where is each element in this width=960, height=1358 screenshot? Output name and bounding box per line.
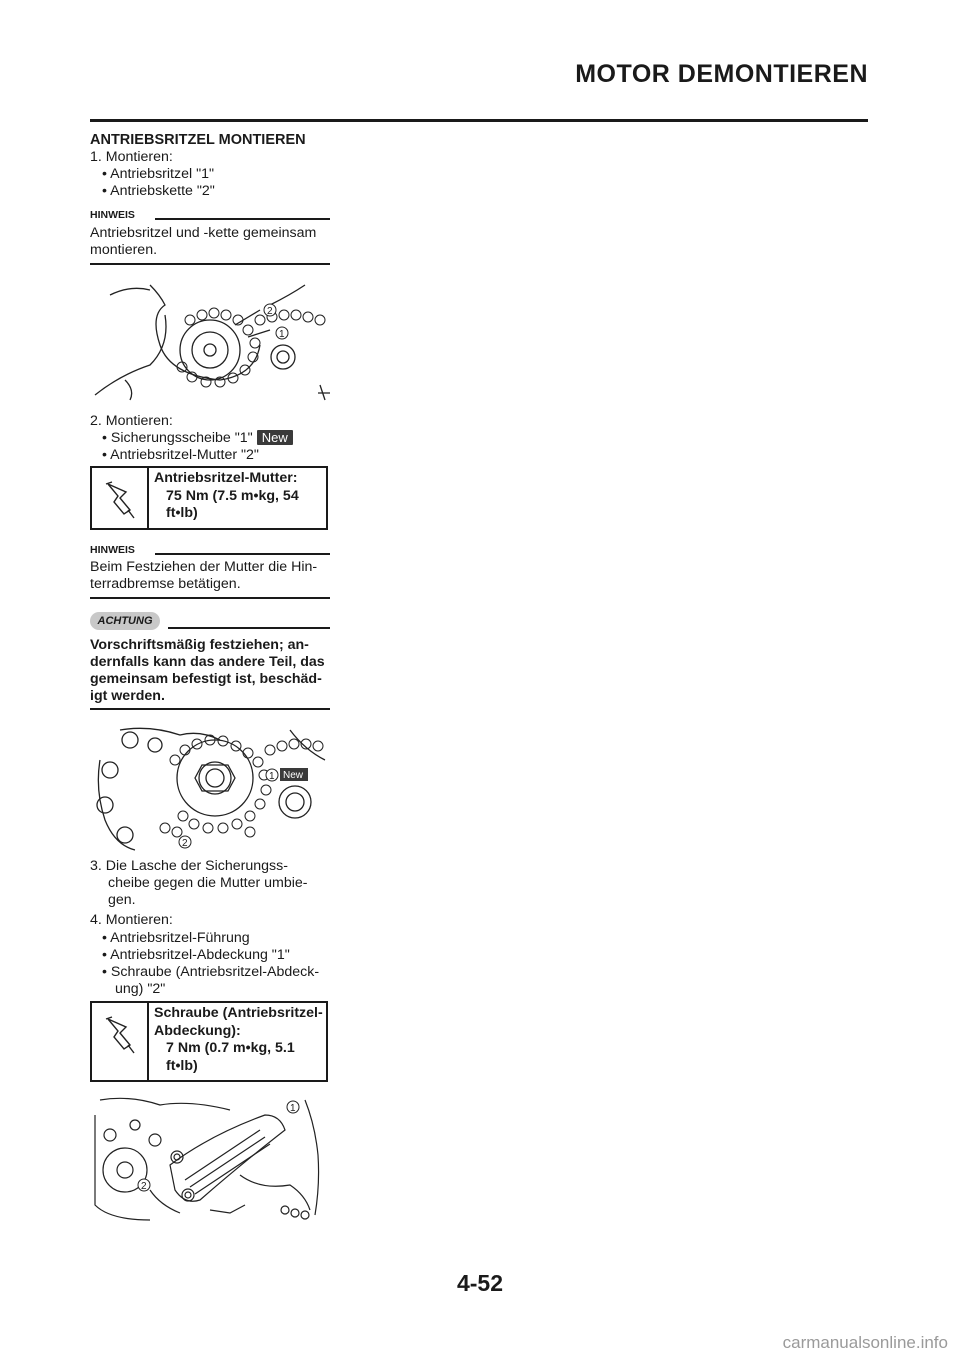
step1-item: • Antriebskette "2"	[102, 183, 215, 199]
torque-spec-box	[90, 466, 328, 530]
note-rule	[155, 218, 330, 220]
new-badge: New	[283, 770, 304, 781]
step2-label: 2. Montieren:	[90, 413, 173, 429]
step4-item: • Antriebsritzel-Führung	[102, 930, 250, 946]
section-title: ANTRIEBSRITZEL MONTIEREN	[90, 132, 306, 148]
note-text: Antriebsritzel und -kette gemeinsam	[90, 225, 317, 241]
step2-item	[102, 430, 293, 447]
torque-title: Abdeckung):	[154, 1022, 241, 1039]
torque-value: ft•lb)	[166, 1057, 198, 1074]
caution-text: gemeinsam befestigt ist, beschäd-	[90, 671, 322, 687]
callout-1: 1	[279, 329, 285, 340]
torque-text	[154, 470, 299, 523]
header-rule	[90, 119, 868, 122]
callout-2: 2	[267, 306, 273, 317]
step1-label: 1. Montieren:	[90, 149, 173, 165]
step4-item: • Antriebsritzel-Abdeckung "1"	[102, 947, 290, 963]
step3-text: cheibe gegen die Mutter umbie-	[108, 875, 308, 891]
note-label: HINWEIS	[90, 209, 135, 221]
torque-text	[154, 1005, 323, 1075]
torque-value: ft•lb)	[166, 505, 198, 521]
caution-text: igt werden.	[90, 688, 165, 704]
caution-badge: ACHTUNG	[90, 612, 160, 630]
callout-1: 1	[290, 1103, 296, 1114]
torque-title: Antriebsritzel-Mutter:	[154, 470, 298, 486]
note-text: montieren.	[90, 242, 158, 258]
torque-spec-box	[90, 1001, 328, 1082]
watermark: carmanualsonline.info	[782, 1333, 948, 1352]
note-label: HINWEIS	[90, 544, 135, 556]
caution-text: Vorschriftsmäßig festziehen; an-	[90, 637, 309, 653]
callout-1: 1	[269, 771, 275, 782]
caution-rule	[168, 627, 330, 629]
note-rule	[155, 553, 330, 555]
step3-text: 3. Die Lasche der Sicherungss-	[90, 858, 288, 874]
sprocket-cover-illustration	[90, 1095, 335, 1225]
torque-title: Schraube (Antriebsritzel-	[154, 1005, 323, 1021]
torque-separator	[147, 1003, 149, 1080]
step1-item: • Antriebsritzel "1"	[102, 166, 215, 182]
page-number: 4-52	[456, 1270, 504, 1296]
step3-text: gen.	[108, 892, 136, 908]
step2-item: • Antriebsritzel-Mutter "2"	[102, 447, 259, 463]
torque-value: 75 Nm (7.5 m•kg, 54	[166, 487, 299, 504]
note-text: Beim Festziehen der Mutter die Hin-	[90, 559, 318, 575]
note-end-rule	[90, 597, 330, 599]
note-end-rule	[90, 263, 330, 265]
torque-separator	[147, 468, 149, 528]
torque-wrench-icon	[104, 480, 136, 520]
torque-wrench-icon	[104, 1015, 136, 1055]
new-badge: New	[257, 430, 293, 445]
callout-2: 2	[182, 838, 188, 849]
torque-value: 7 Nm (0.7 m•kg, 5.1	[166, 1040, 295, 1056]
lock-washer-illustration	[90, 720, 335, 860]
caution-text: dernfalls kann das andere Teil, das	[90, 654, 325, 670]
sprocket-chain-illustration	[90, 275, 335, 410]
note-text: terradbremse betätigen.	[90, 576, 241, 592]
callout-2: 2	[141, 1181, 147, 1192]
step4-label: 4. Montieren:	[90, 912, 173, 928]
step2-item-text: • Sicherungsscheibe "1"	[102, 430, 253, 446]
page-title: MOTOR DEMONTIEREN	[575, 60, 868, 88]
step4-item: ung) "2"	[115, 981, 166, 997]
step4-item: • Schraube (Antriebsritzel-Abdeck-	[102, 964, 320, 980]
caution-end-rule	[90, 708, 330, 710]
